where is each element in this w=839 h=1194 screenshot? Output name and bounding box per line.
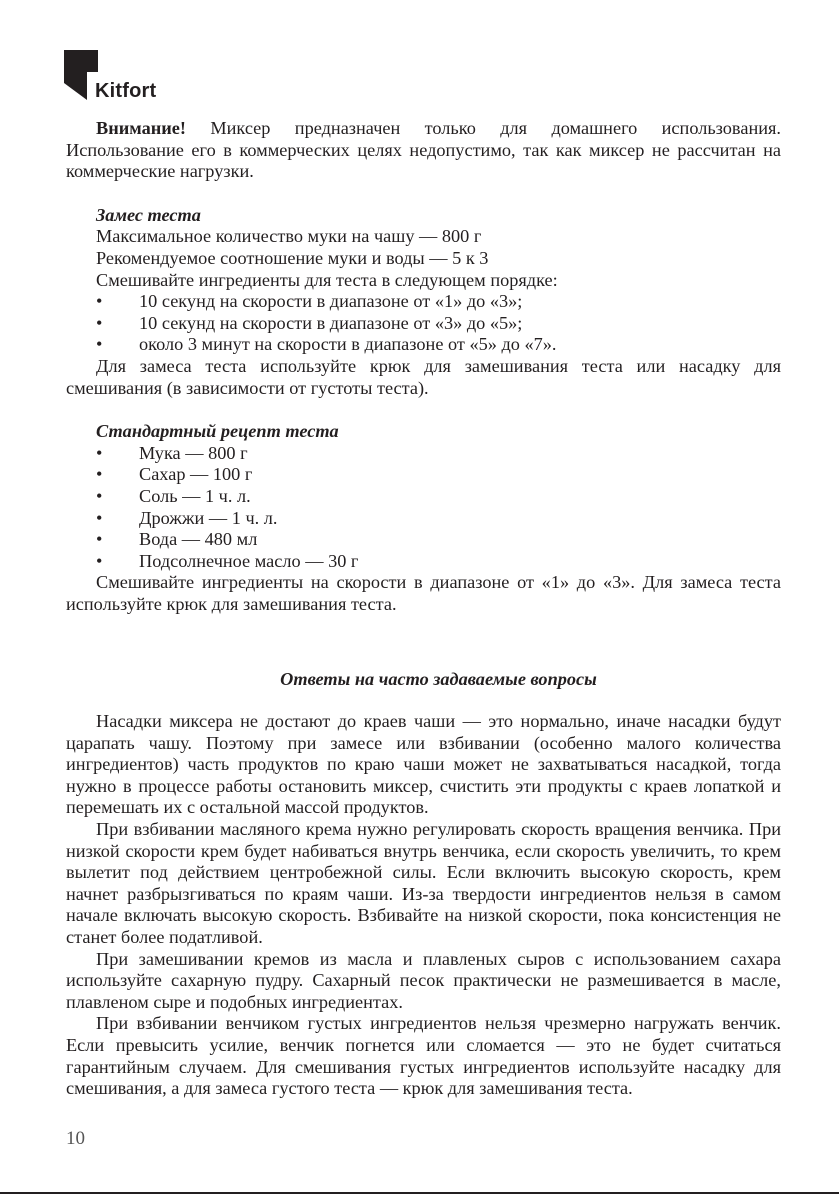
faq-paragraph: Насадки миксера не достают до краев чаши — это нормально, иначе насадки будут царапать чашу. Поэтому при замесе или взбивании (особенно малого количества ингредиентов) часть продуктов по краю чаши может не захватываться насадкой, тогда нужно в процессе работы остановить миксер, счистить эти продукты с краев лопаткой и перемешать их с остальной массой продуктов. bbox=[66, 711, 781, 818]
recipe-heading: Стандартный рецепт теста bbox=[96, 421, 339, 442]
bullet-icon: • bbox=[96, 485, 103, 506]
list-item bbox=[66, 464, 781, 486]
page-content bbox=[66, 118, 781, 1100]
list-item-text: 10 секунд на скорости в диапазоне от «3» до «5»; bbox=[139, 312, 523, 333]
list-item-text: Вода — 480 мл bbox=[139, 529, 258, 550]
dough-line: Максимальное количество муки на чашу — 800 г bbox=[96, 226, 482, 247]
list-item-text: Мука — 800 г bbox=[139, 442, 248, 463]
bullet-icon: • bbox=[96, 442, 103, 463]
list-item-text: Подсолнечное масло — 30 г bbox=[139, 550, 359, 571]
warning-text: Миксер предназначен только для домашнего использования. Использование его в коммерческих целях недопустимо, так как миксер не рассчитан на коммерческие нагрузки. bbox=[66, 118, 781, 182]
list-item bbox=[66, 529, 781, 551]
dough-line: Смешивайте ингредиенты для теста в следующем порядке: bbox=[96, 269, 558, 290]
bullet-icon: • bbox=[96, 507, 103, 528]
dough-line: Рекомендуемое соотношение муки и воды — 5 к 3 bbox=[96, 247, 489, 268]
recipe-note: Смешивайте ингредиенты на скорости в диапазоне от «1» до «3». Для замеса теста используйте крюк для замешивания теста. bbox=[66, 572, 781, 614]
list-item-text: около 3 минут на скорости в диапазоне от «5» до «7». bbox=[139, 334, 557, 355]
dough-steps-list bbox=[66, 291, 781, 356]
list-item bbox=[66, 486, 781, 508]
faq-paragraph: При взбивании масляного крема нужно регулировать скорость вращения венчика. При низкой скорости крем будет набиваться внутрь венчика, если скорость увеличить, то крем вылетит под действием центробежной силы. Если включить высокую скорость, крем начнет разбрызгиваться по краям чаши. Из-за твердости ингредиентов нельзя в самом начале включать высокую скорость. Взбивайте на низкой скорости, пока консистенция не станет более податливой. bbox=[66, 819, 781, 947]
bullet-icon: • bbox=[96, 464, 103, 485]
dough-note: Для замеса теста используйте крюк для замешивания теста или насадку для смешивания (в зависимости от густоты теста). bbox=[66, 355, 781, 398]
brand-logo bbox=[64, 50, 174, 106]
kitfort-logo-mark-icon bbox=[64, 50, 98, 100]
bullet-icon: • bbox=[96, 312, 103, 333]
dough-heading: Замес теста bbox=[96, 204, 201, 225]
warning-label: Внимание! bbox=[96, 118, 186, 138]
list-item-text: Сахар — 100 г bbox=[139, 464, 253, 485]
list-item-text: 10 секунд на скорости в диапазоне от «1» до «3»; bbox=[139, 291, 523, 312]
bullet-icon: • bbox=[96, 550, 103, 571]
list-item bbox=[66, 334, 781, 356]
faq-heading: Ответы на часто задаваемые вопросы bbox=[280, 669, 597, 690]
list-item-text: Дрожжи — 1 ч. л. bbox=[139, 507, 278, 528]
list-item-text: Соль — 1 ч. л. bbox=[139, 485, 251, 506]
bullet-icon: • bbox=[96, 529, 103, 550]
bullet-icon: • bbox=[96, 291, 103, 312]
warning-paragraph bbox=[66, 118, 781, 183]
list-item bbox=[66, 291, 781, 313]
faq-paragraph: При взбивании венчиком густых ингредиентов нельзя чрезмерно нагружать венчик. Если превысить усилие, венчик погнется или сломается — это не будет считаться гарантийным случаем. Для смешивания густых ингредиентов используйте насадку для смешивания, а для замеса густого теста — крюк для замешивания теста. bbox=[66, 1013, 781, 1099]
list-item bbox=[66, 551, 781, 573]
brand-name: Kitfort bbox=[95, 80, 157, 102]
faq-paragraph: При замешивании кремов из масла и плавленых сыров с использованием сахара используйте сахарную пудру. Сахарный песок практически не размешивается в масле, плавленом сыре и подобных ингредиентах. bbox=[66, 948, 781, 1012]
recipe-ingredients-list bbox=[66, 443, 781, 573]
page-number: 10 bbox=[66, 1128, 85, 1149]
list-item bbox=[66, 313, 781, 335]
list-item bbox=[66, 443, 781, 465]
bullet-icon: • bbox=[96, 334, 103, 355]
list-item bbox=[66, 508, 781, 530]
